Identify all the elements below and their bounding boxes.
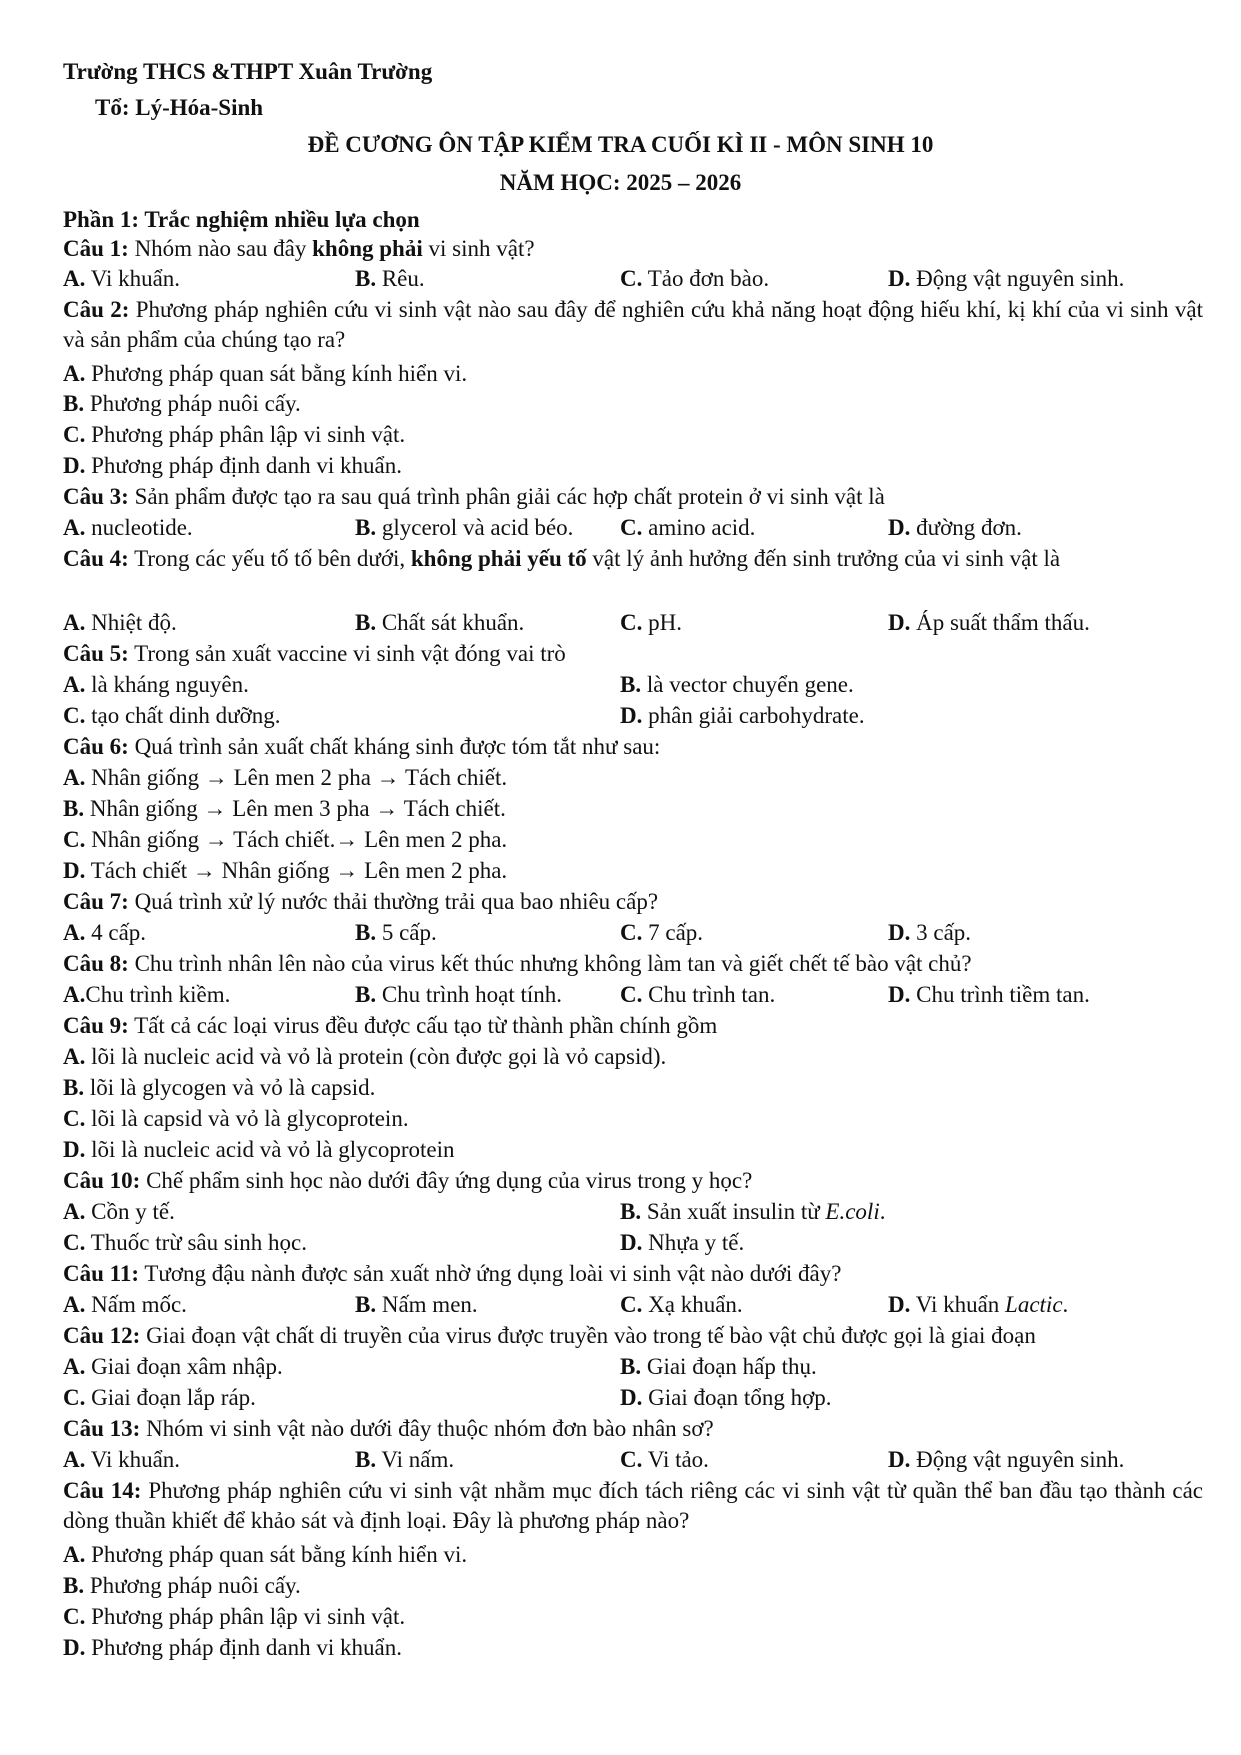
emphasis: không phải yếu tố: [410, 546, 587, 571]
question-9-stem: Câu 9: Tất cả các loại virus đều được cấu tạo từ thành phần chính gồm: [63, 1013, 718, 1038]
question-label: Câu 10:: [63, 1168, 141, 1193]
question-14-option-c: C. Phương pháp phân lập vi sinh vật.: [63, 1604, 406, 1629]
question-3-option-b: B. glycerol và acid béo.: [355, 515, 574, 540]
question-label: Câu 12:: [63, 1323, 141, 1348]
question-label: Câu 8:: [63, 951, 129, 976]
question-1-option-c: C. Tảo đơn bào.: [620, 266, 770, 291]
question-2-option-c: C. Phương pháp phân lập vi sinh vật.: [63, 422, 406, 447]
question-7-option-b: B. 5 cấp.: [355, 920, 437, 945]
question-label: Câu 3:: [63, 484, 129, 509]
question-label: Câu 5:: [63, 641, 129, 666]
question-4-option-a: A. Nhiệt độ.: [63, 610, 177, 635]
school-year: NĂM HỌC: 2025 – 2026: [499, 170, 742, 195]
question-3-stem: Câu 3: Sản phẩm được tạo ra sau quá trình phân giải các hợp chất protein ở vi sinh vật là: [63, 484, 885, 509]
question-13-stem: Câu 13: Nhóm vi sinh vật nào dưới đây thuộc nhóm đơn bào nhân sơ?: [63, 1416, 714, 1441]
question-2-option-b: B. Phương pháp nuôi cấy.: [63, 391, 301, 416]
question-4-option-c: C. pH.: [620, 610, 682, 635]
question-6-option-d: D. Tách chiết → Nhân giống → Lên men 2 pha.: [63, 858, 508, 883]
question-6-option-c: C. Nhân giống → Tách chiết.→ Lên men 2 pha.: [63, 827, 508, 852]
emphasis: không phải: [312, 236, 423, 261]
question-label: Câu 9:: [63, 1013, 129, 1038]
question-14-stem: Câu 14: Phương pháp nghiên cứu vi sinh vật nhằm mục đích tách riêng các vi sinh vật từ quần thể ban đầu tạo thành các dòng thuần khiết để khảo sát và định loại. Đây là phương pháp nào?: [63, 1478, 1204, 1533]
question-label: Câu 4:: [63, 546, 129, 571]
question-13-option-d: D. Động vật nguyên sinh.: [888, 1447, 1125, 1472]
question-4-option-b: B. Chất sát khuẩn.: [355, 610, 525, 635]
question-2-option-d: D. Phương pháp định danh vi khuẩn.: [63, 453, 402, 478]
question-6-option-b: B. Nhân giống → Lên men 3 pha → Tách chiết.: [63, 796, 506, 821]
question-10-option-d: D. Nhựa y tế.: [620, 1230, 745, 1255]
question-12-option-a: A. Giai đoạn xâm nhập.: [63, 1354, 283, 1379]
question-label: Câu 11:: [63, 1261, 140, 1286]
question-9-option-b: B. lõi là glycogen và vỏ là capsid.: [63, 1075, 376, 1100]
question-1-option-d: D. Động vật nguyên sinh.: [888, 266, 1125, 291]
question-7-option-a: A. 4 cấp.: [63, 920, 147, 945]
question-1-option-a: A. Vi khuẩn.: [63, 266, 181, 291]
question-5-stem: Câu 5: Trong sản xuất vaccine vi sinh vật đóng vai trò: [63, 641, 566, 666]
question-4-stem: Câu 4: Trong các yếu tố tố bên dưới, không phải yếu tố vật lý ảnh hưởng đến sinh trưởng của vi sinh vật là: [63, 546, 1061, 571]
question-10-option-c: C. Thuốc trừ sâu sinh học.: [63, 1230, 307, 1255]
question-label: Câu 2:: [63, 297, 130, 322]
question-14-option-d: D. Phương pháp định danh vi khuẩn.: [63, 1635, 402, 1660]
question-label: Câu 7:: [63, 889, 129, 914]
question-4-option-d: D. Áp suất thẩm thấu.: [888, 610, 1090, 635]
question-12-option-c: C. Giai đoạn lắp ráp.: [63, 1385, 256, 1410]
question-13-option-b: B. Vi nấm.: [355, 1447, 455, 1472]
question-12-option-d: D. Giai đoạn tổng hợp.: [620, 1385, 832, 1410]
question-6-option-a: A. Nhân giống → Lên men 2 pha → Tách chiết.: [63, 765, 508, 790]
question-13-option-a: A. Vi khuẩn.: [63, 1447, 181, 1472]
question-7-stem: Câu 7: Quá trình xử lý nước thải thường trải qua bao nhiêu cấp?: [63, 889, 659, 914]
question-14-option-b: B. Phương pháp nuôi cấy.: [63, 1573, 301, 1598]
question-8-option-d: D. Chu trình tiềm tan.: [888, 982, 1090, 1007]
question-12-stem: Câu 12: Giai đoạn vật chất di truyền của virus được truyền vào trong tế bào vật chủ được gọi là giai đoạn: [63, 1323, 1036, 1348]
question-label: Câu 6:: [63, 734, 129, 759]
question-7-option-d: D. 3 cấp.: [888, 920, 972, 945]
question-11-option-a: A. Nấm mốc.: [63, 1292, 187, 1317]
question-9-option-d: D. lõi là nucleic acid và vỏ là glycoprotein: [63, 1137, 455, 1162]
department-name: Tổ: Lý-Hóa-Sinh: [95, 95, 264, 120]
question-5-option-a: A. là kháng nguyên.: [63, 672, 249, 697]
question-10-option-a: A. Cồn y tế.: [63, 1199, 175, 1224]
school-name: Trường THCS &THPT Xuân Trường: [63, 59, 433, 84]
question-8-option-a: A.Chu trình kiềm.: [63, 982, 231, 1007]
question-3-option-d: D. đường đơn.: [888, 515, 1022, 540]
question-10-option-b: B. Sản xuất insulin từ E.coli.: [620, 1199, 886, 1224]
question-label: Câu 14:: [63, 1478, 142, 1503]
question-1-stem: Câu 1: Nhóm nào sau đây không phải vi sinh vật?: [63, 236, 535, 261]
question-label: Câu 13:: [63, 1416, 141, 1441]
question-11-stem: Câu 11: Tương đậu nành được sản xuất nhờ ứng dụng loài vi sinh vật nào dưới đây?: [63, 1261, 842, 1286]
question-8-option-c: C. Chu trình tan.: [620, 982, 776, 1007]
question-3-option-a: A. nucleotide.: [63, 515, 193, 540]
section-heading: Phần 1: Trắc nghiệm nhiều lựa chọn: [63, 207, 420, 232]
question-12-option-b: B. Giai đoạn hấp thụ.: [620, 1354, 817, 1379]
question-3-option-c: C. amino acid.: [620, 515, 756, 540]
question-9-option-a: A. lõi là nucleic acid và vỏ là protein (còn được gọi là vỏ capsid).: [63, 1044, 667, 1069]
question-label: Câu 1:: [63, 236, 129, 261]
question-11-option-d: D. Vi khuẩn Lactic.: [888, 1292, 1069, 1317]
question-11-option-c: C. Xạ khuẩn.: [620, 1292, 743, 1317]
question-8-stem: Câu 8: Chu trình nhân lên nào của virus kết thúc nhưng không làm tan và giết chết tế bào vật chủ?: [63, 951, 972, 976]
question-5-option-b: B. là vector chuyển gene.: [620, 672, 854, 697]
question-5-option-d: D. phân giải carbohydrate.: [620, 703, 865, 728]
question-1-option-b: B. Rêu.: [355, 266, 425, 291]
question-2-option-a: A. Phương pháp quan sát bằng kính hiển vi.: [63, 361, 468, 386]
question-6-stem: Câu 6: Quá trình sản xuất chất kháng sinh được tóm tắt như sau:: [63, 734, 661, 759]
question-7-option-c: C. 7 cấp.: [620, 920, 704, 945]
question-11-option-b: B. Nấm men.: [355, 1292, 478, 1317]
question-8-option-b: B. Chu trình hoạt tính.: [355, 982, 563, 1007]
document-title: ĐỀ CƯƠNG ÔN TẬP KIỂM TRA CUỐI KÌ II - MÔN SINH 10: [307, 132, 934, 157]
question-2-stem: Câu 2: Phương pháp nghiên cứu vi sinh vật nào sau đây để nghiên cứu khả năng hoạt động hiếu khí, kị khí của vi sinh vật và sản phẩm của chúng tạo ra?: [63, 297, 1203, 352]
question-9-option-c: C. lõi là capsid và vỏ là glycoprotein.: [63, 1106, 409, 1131]
question-10-stem: Câu 10: Chế phẩm sinh học nào dưới đây ứng dụng của virus trong y học?: [63, 1168, 753, 1193]
question-14-option-a: A. Phương pháp quan sát bằng kính hiển vi.: [63, 1542, 468, 1567]
question-13-option-c: C. Vi tảo.: [620, 1447, 709, 1472]
question-5-option-c: C. tạo chất dinh dưỡng.: [63, 703, 281, 728]
